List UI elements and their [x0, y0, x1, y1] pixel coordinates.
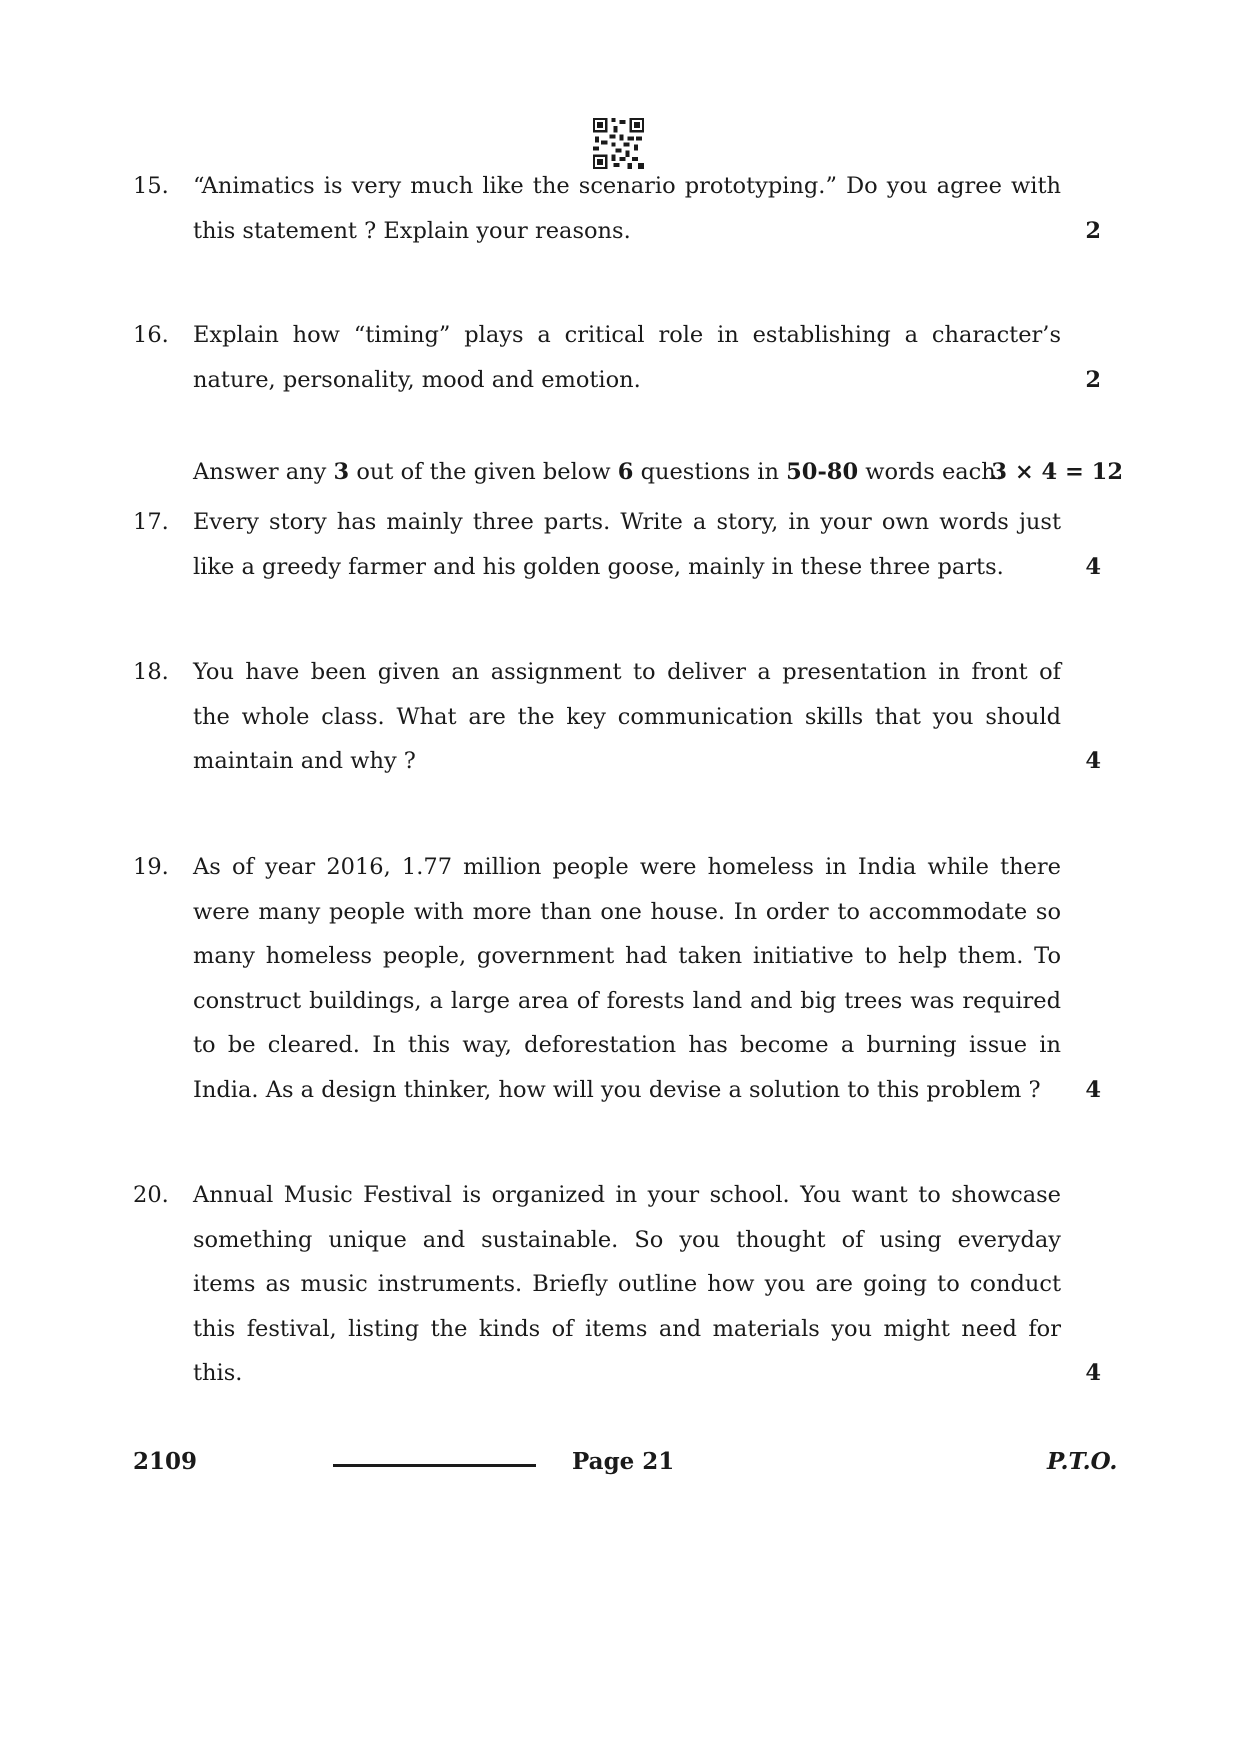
question-text	[193, 845, 1061, 1112]
question-line: nature, personality, mood and emotion.	[193, 366, 641, 393]
question-line: As of year 2016, 1.77 million people were homeless in India while there	[193, 854, 1061, 880]
page-number: Page 21	[572, 1448, 675, 1475]
footer-divider	[333, 1464, 536, 1467]
question-line: India. As a design thinker, how will you devise a solution to this problem ?	[193, 1076, 1041, 1103]
question-line: Every story has mainly three parts. Write a story, in your own words just	[193, 509, 1061, 535]
instruction-total-questions: 6	[617, 459, 634, 485]
page-footer	[0, 1448, 1241, 1488]
qr-code-icon	[593, 118, 644, 169]
question-line: something unique and sustainable. So you thought of using everyday	[193, 1226, 1061, 1253]
question-number: 18.	[133, 659, 169, 685]
question-text	[193, 500, 1061, 589]
question-line: construct buildings, a large area of forests land and big trees was required	[193, 987, 1061, 1014]
instruction-text: words each.	[858, 459, 1003, 485]
question-line: this statement ? Explain your reasons.	[193, 217, 631, 244]
question-marks: 4	[1085, 748, 1101, 774]
question-line: to be cleared. In this way, deforestation has become a burning issue in	[193, 1032, 1061, 1058]
question-marks: 2	[1085, 366, 1101, 393]
question-number: 16.	[133, 322, 169, 348]
question-number: 15.	[133, 173, 169, 199]
question-line: maintain and why ?	[193, 748, 416, 774]
section-marks-total: 3 × 4 = 12	[991, 459, 1123, 485]
section-instruction	[193, 450, 1123, 494]
question-line: “Animatics is very much like the scenario prototyping.” Do you agree with	[193, 173, 1061, 199]
question-marks: 4	[1085, 553, 1101, 580]
question-line: like a greedy farmer and his golden goose, mainly in these three parts.	[193, 553, 1004, 580]
question-line: were many people with more than one house. In order to accommodate so	[193, 898, 1061, 925]
question-text	[193, 1173, 1061, 1396]
instruction-text: Answer any	[193, 459, 334, 485]
instruction-count: 3	[333, 459, 350, 485]
question-line: Explain how “timing” plays a critical role in establishing a character’s	[193, 322, 1061, 348]
instruction-text: questions in	[633, 459, 787, 485]
instruction-text: out of the given below	[349, 459, 618, 485]
question-line: the whole class. What are the key communication skills that you should	[193, 703, 1061, 730]
question-line: this.	[193, 1360, 243, 1386]
question-text	[193, 650, 1061, 784]
paper-code: 2109	[133, 1448, 198, 1475]
instruction-word-limit: 50-80	[786, 459, 859, 485]
question-text	[193, 164, 1061, 253]
question-number: 20.	[133, 1182, 169, 1208]
question-number: 17.	[133, 509, 169, 535]
question-marks: 4	[1085, 1360, 1101, 1386]
question-line: You have been given an assignment to deliver a presentation in front of	[193, 659, 1061, 685]
question-number: 19.	[133, 854, 169, 880]
question-line: many homeless people, government had taken initiative to help them. To	[193, 943, 1061, 969]
question-marks: 2	[1085, 217, 1101, 244]
question-line: this festival, listing the kinds of items and materials you might need for	[193, 1315, 1061, 1342]
question-line: Annual Music Festival is organized in your school. You want to showcase	[193, 1182, 1061, 1208]
please-turn-over: P.T.O.	[1047, 1448, 1118, 1475]
question-marks: 4	[1085, 1076, 1101, 1103]
question-text	[193, 313, 1061, 402]
question-line: items as music instruments. Briefly outline how you are going to conduct	[193, 1271, 1061, 1297]
